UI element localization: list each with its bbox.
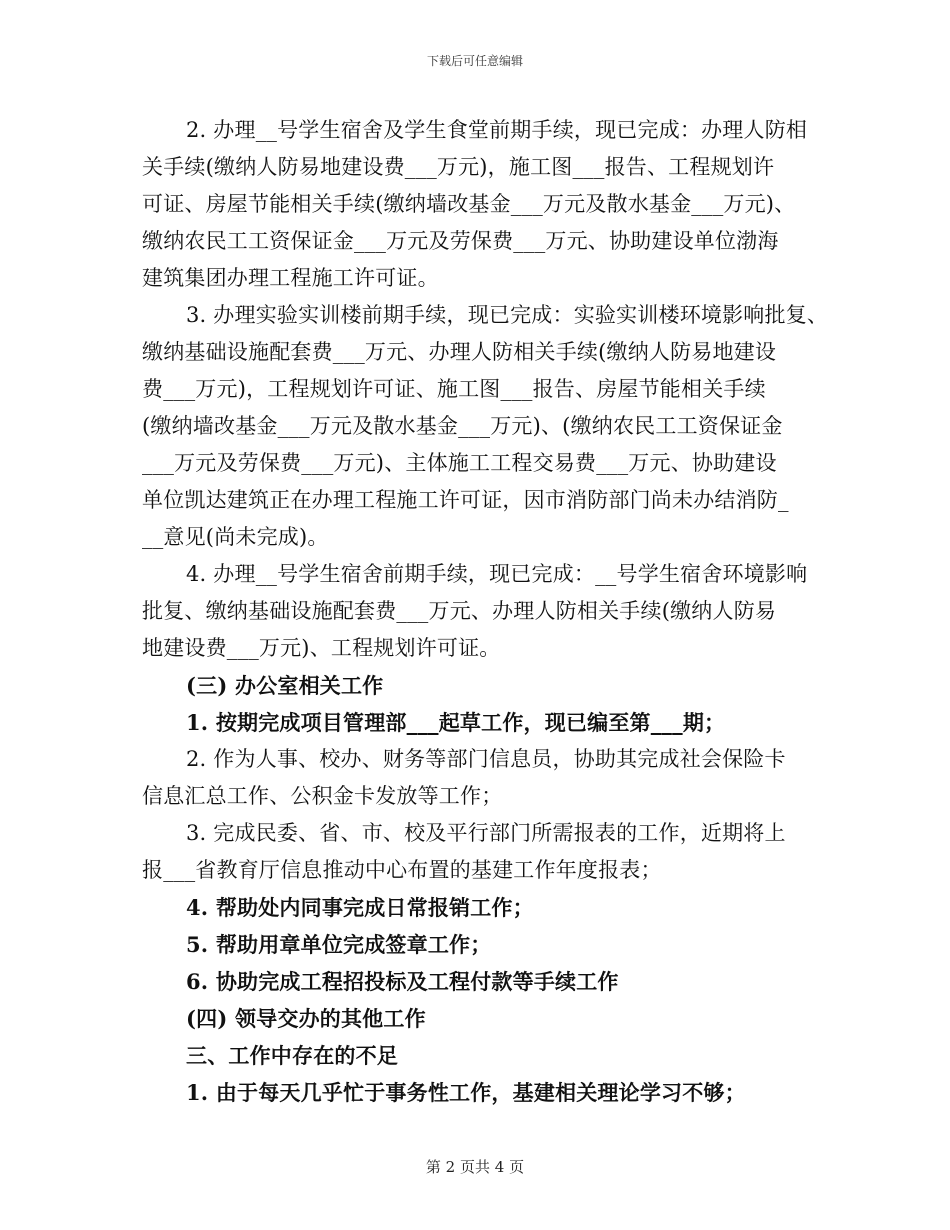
text-line: 5. 帮助用章单位完成签章工作； [186, 932, 492, 957]
text-line: 4. 办理__号学生宿舍前期手续，现已完成：__号学生宿舍环境影响 [186, 562, 808, 586]
text-line: 三、工作中存在的不足 [186, 1043, 398, 1068]
text-line: 关手续(缴纳人防易地建设费___万元)，施工图___报告、工程规划许 [142, 155, 775, 179]
text-line: 4. 帮助处内同事完成日常报销工作； [186, 895, 534, 920]
paragraph [142, 741, 818, 815]
paragraph [142, 667, 818, 704]
text-line: 1. 按期完成项目管理部___起草工作，现已编至第___期； [186, 710, 726, 735]
text-line: 信息汇总工作、公积金卡发放等工作； [142, 784, 503, 808]
text-line: 单位凯达建筑正在办理工程施工许可证，因市消防部门尚未办结消防_ [142, 488, 789, 512]
text-line: (三) 办公室相关工作 [186, 673, 384, 698]
paragraph [142, 112, 818, 297]
paragraph [142, 556, 818, 667]
text-line: (缴纳墙改基金___万元及散水基金___万元)、(缴纳农民工工资保证金 [142, 414, 783, 438]
text-line: 费___万元)，工程规划许可证、施工图___报告、房屋节能相关手续 [142, 377, 766, 401]
text-line: 缴纳基础设施配套费___万元、办理人防相关手续(缴纳人防易地建设 [142, 340, 777, 364]
page-header: 下载后可任意编辑 [426, 54, 523, 68]
text-line: 报___省教育厅信息推动中心布置的基建工作年度报表； [142, 858, 662, 882]
document-body [142, 112, 829, 1111]
text-line: 3. 完成民委、省、市、校及平行部门所需报表的工作，近期将上 [186, 821, 786, 845]
paragraph [142, 1037, 818, 1074]
paragraph [142, 926, 818, 963]
text-line: 缴纳农民工工资保证金___万元及劳保费___万元、协助建设单位渤海 [142, 229, 779, 253]
paragraph [142, 1074, 818, 1111]
text-line: 地建设费___万元)、工程规划许可证。 [142, 636, 501, 660]
paragraph [142, 704, 818, 741]
text-line: (四) 领导交办的其他工作 [186, 1006, 426, 1031]
paragraph [142, 1000, 818, 1037]
paragraph [142, 815, 818, 889]
text-line: 3. 办理实验实训楼前期手续，现已完成：实验实训楼环境影响批复、 [186, 303, 829, 327]
page-footer: 第 2 页共 4 页 [425, 1158, 525, 1176]
text-line: 2. 作为人事、校办、财务等部门信息员，协助其完成社会保险卡 [186, 747, 786, 771]
text-line: __意见(尚未完成)。 [142, 525, 329, 549]
text-line: 批复、缴纳基础设施配套费___万元、办理人防相关手续(缴纳人防易 [142, 599, 777, 623]
paragraph [142, 297, 829, 556]
text-line: 2. 办理__号学生宿舍及学生食堂前期手续，现已完成：办理人防相 [186, 118, 808, 142]
text-line: ___万元及劳保费___万元)、主体施工工程交易费___万元、协助建设 [142, 451, 777, 475]
text-line: 6. 协助完成工程招投标及工程付款等手续工作 [186, 969, 619, 994]
paragraph [142, 963, 818, 1000]
text-line: 可证、房屋节能相关手续(缴纳墙改基金___万元及散水基金___万元)、 [142, 192, 796, 216]
text-line: 1. 由于每天几乎忙于事务性工作，基建相关理论学习不够； [186, 1080, 746, 1105]
text-line: 建筑集团办理工程施工许可证。 [142, 266, 439, 290]
paragraph [142, 889, 818, 926]
